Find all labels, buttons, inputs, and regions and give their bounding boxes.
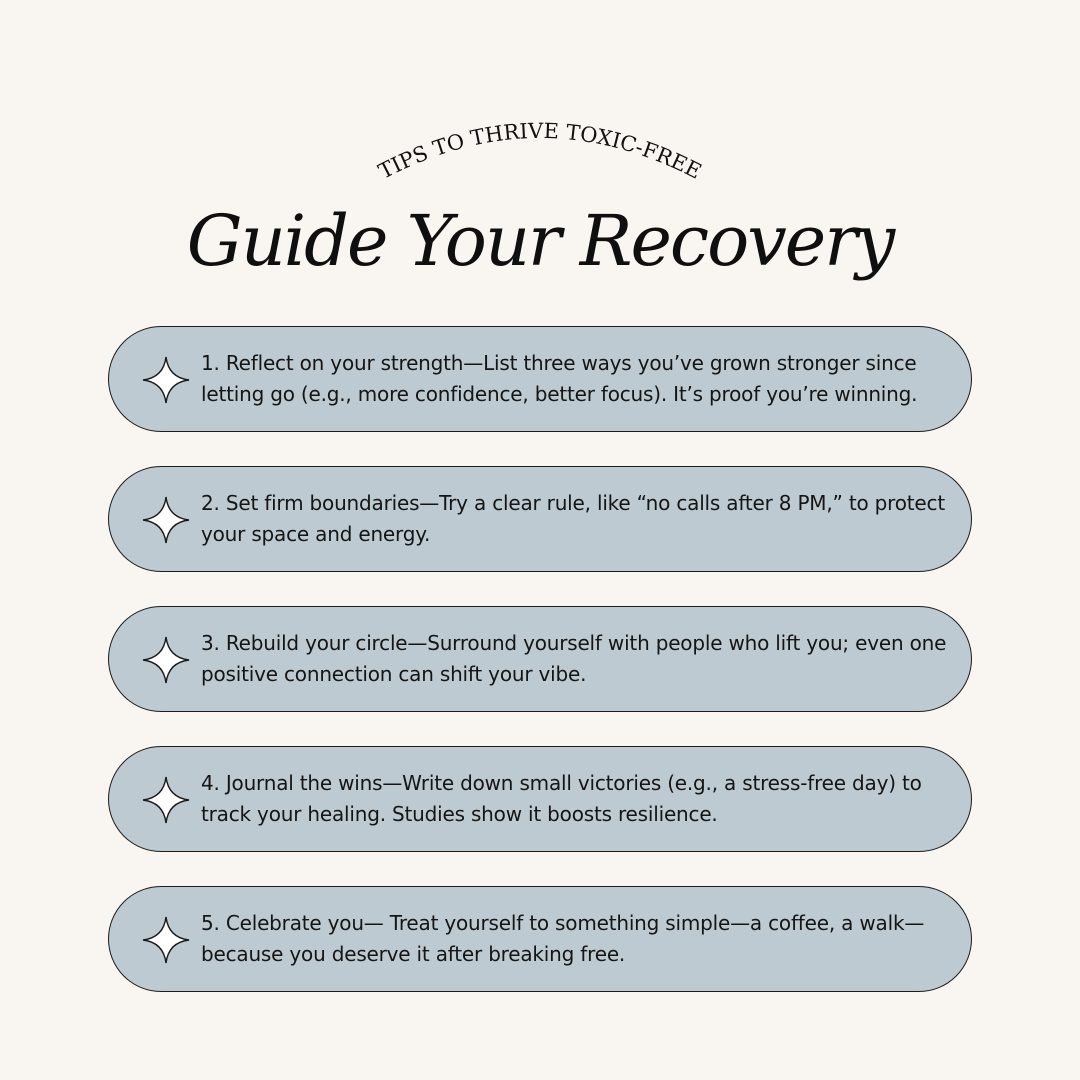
tip-text: 1. Reflect on your strength—List three ways you’ve grown stronger since letting go (e.g., more confidence, better focus). It’s proof you’re winning.	[201, 351, 918, 406]
sparkle-star-icon	[141, 775, 191, 825]
tip-text: 3. Rebuild your circle—Surround yourself with people who lift you; even one positive connection can shift your vibe.	[201, 631, 947, 686]
tip-item	[108, 466, 972, 572]
tips-list	[108, 326, 972, 1026]
sparkle-star-icon	[141, 495, 191, 545]
tip-item	[108, 746, 972, 852]
tip-item	[108, 886, 972, 992]
sparkle-star-icon	[141, 635, 191, 685]
sparkle-star-icon	[141, 915, 191, 965]
tip-item	[108, 326, 972, 432]
tip-text: 5. Celebrate you— Treat yourself to something simple—a coffee, a walk—because you deserve it after breaking free.	[201, 911, 925, 966]
tip-item	[108, 606, 972, 712]
sparkle-star-icon	[141, 355, 191, 405]
tip-text: 2. Set firm boundaries—Try a clear rule, like “no calls after 8 PM,” to protect your space and energy.	[201, 491, 945, 546]
eyebrow-text: TIPS TO THRIVE TOXIC-FREE	[374, 118, 706, 184]
page-title: Guide Your Recovery	[186, 200, 894, 282]
eyebrow-arc-title	[340, 100, 740, 210]
tip-text: 4. Journal the wins—Write down small victories (e.g., a stress-free day) to track your healing. Studies show it boosts resilience.	[201, 771, 922, 826]
